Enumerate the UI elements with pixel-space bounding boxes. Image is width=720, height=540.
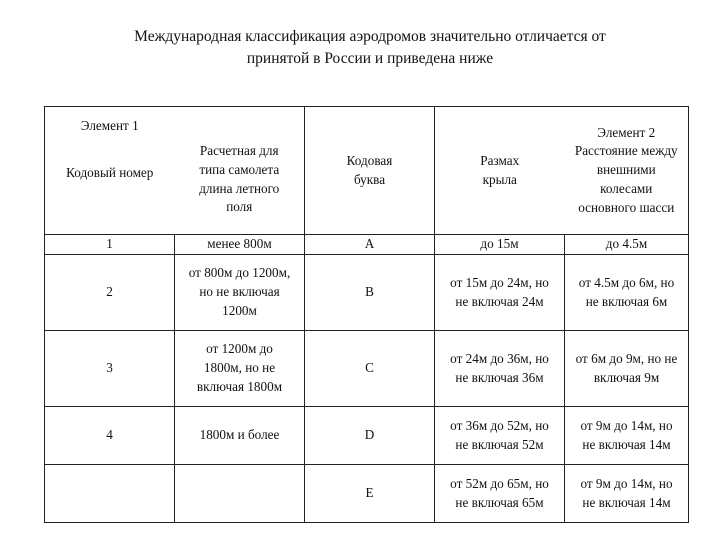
cell-wheel-span (565, 331, 689, 407)
cell-wheel-span-text: от 6м до 9м, но не включая 9м (575, 350, 678, 385)
cell-wheel-span-text: от 4.5м до 6м, но не включая 6м (578, 274, 675, 309)
header-code-letter-cell (305, 107, 435, 235)
header-element2-label: Элемент 2 (597, 124, 656, 140)
cell-wheel-span (565, 407, 689, 465)
cell-wheel-span (565, 465, 689, 523)
header-field-length-cell (175, 107, 305, 235)
cell-code-letter: D (305, 407, 435, 465)
cell-code-number: 4 (45, 407, 175, 465)
aerodrome-classification-table (44, 106, 689, 523)
table-row (45, 255, 689, 331)
cell-wheel-span: до 4.5м (565, 235, 689, 255)
cell-code-number: 2 (45, 255, 175, 331)
cell-wheel-span (565, 255, 689, 331)
header-code-number-cell (45, 107, 175, 235)
document-title (60, 26, 680, 70)
header-wingspan: Размах крыла (480, 152, 520, 187)
header-element1-label: Элемент 1 (80, 117, 139, 133)
cell-code-letter: C (305, 331, 435, 407)
cell-wingspan-text: от 52м до 65м, но не включая 65м (450, 475, 549, 510)
header-code-letter: Кодовая буква (346, 152, 393, 187)
cell-wingspan (435, 255, 565, 331)
cell-field-length-text: от 800м до 1200м, но не включая 1200м (188, 265, 291, 318)
table-row (45, 465, 689, 523)
title-line-2: принятой в России и приведена ниже (246, 50, 494, 67)
table-row (45, 407, 689, 465)
cell-wingspan (435, 465, 565, 523)
cell-wingspan (435, 331, 565, 407)
cell-code-number (45, 465, 175, 523)
cell-wheel-span-text: от 9м до 14м, но не включая 14м (580, 417, 673, 452)
cell-field-length (175, 255, 305, 331)
table-row (45, 331, 689, 407)
cell-code-letter: B (305, 255, 435, 331)
cell-wingspan (435, 407, 565, 465)
cell-wingspan-text: от 36м до 52м, но не включая 52м (450, 417, 549, 452)
cell-field-length (175, 331, 305, 407)
cell-wingspan: до 15м (435, 235, 565, 255)
cell-field-length: менее 800м (175, 235, 305, 255)
cell-wingspan-text: от 24м до 36м, но не включая 36м (450, 350, 549, 385)
cell-code-letter: A (305, 235, 435, 255)
header-code-number: Кодовый номер (66, 164, 154, 180)
cell-wingspan-text: от 15м до 24м, но не включая 24м (450, 274, 549, 309)
header-wingspan-cell (435, 107, 565, 235)
header-wheel-span-cell (565, 107, 689, 235)
cell-code-number: 1 (45, 235, 175, 255)
cell-field-length (175, 465, 305, 523)
header-row (45, 107, 689, 235)
cell-code-number: 3 (45, 331, 175, 407)
title-line-1: Международная классификация аэродромов значительно отличается от (134, 28, 606, 45)
header-field-length: Расчетная для типа самолета длина летного поля (199, 142, 280, 215)
cell-code-letter: E (305, 465, 435, 523)
header-wheel-span: Расстояние между внешними колесами основного шасси (574, 143, 678, 215)
cell-field-length: 1800м и более (175, 407, 305, 465)
cell-wheel-span-text: от 9м до 14м, но не включая 14м (580, 475, 673, 510)
table-row (45, 235, 689, 255)
cell-field-length-text: от 1200м до 1800м, но не включая 1800м (196, 341, 283, 394)
